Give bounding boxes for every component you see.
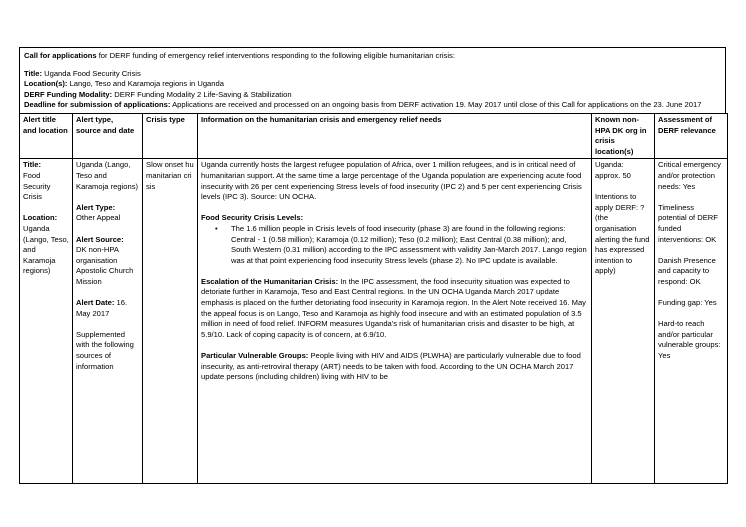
list-item bbox=[215, 223, 588, 266]
assessment-timeliness: Timeliness potential of DERF funded interventions: OK bbox=[658, 202, 718, 244]
food-security-bullet-text: The 1.6 million people in Crisis levels of food insecurity (phase 3) are found in the following regions: Central - 1 (0.58 million); Karamoja (0.12 million); Teso (0.2 million); East Central (0.38 million); and, South Western (0.31 million) according to the IPC assessment with validity Jan-March 2017. Lango region was at that point experiencing food insecurity Stress levels (phase 2). No IPC update is available. bbox=[231, 223, 587, 265]
modality-value: DERF Funding Modality 2 Life-Saving & Stabilization bbox=[112, 89, 292, 99]
alert-title-value: Food Security Crisis bbox=[23, 170, 51, 202]
bullet-icon: • bbox=[215, 223, 218, 233]
intentions-to-apply: Intentions to apply DERF: ? bbox=[595, 192, 645, 212]
vulnerable-groups-heading: Particular Vulnerable Groups: bbox=[201, 351, 309, 361]
deadline-label: Deadline for submission of applications: bbox=[24, 100, 171, 110]
alert-source-value: DK non-HPA organisation Apostolic Church Mission bbox=[76, 245, 134, 286]
location-label: Location(s): bbox=[24, 79, 68, 89]
cell-information bbox=[198, 159, 592, 484]
location-line bbox=[24, 79, 721, 90]
alert-date-label: Alert Date: bbox=[76, 298, 115, 308]
alert-type-label: Alert Type: bbox=[76, 202, 116, 212]
call-intro bbox=[24, 51, 721, 62]
escalation-heading: Escalation of the Humanitarian Crisis: bbox=[201, 276, 339, 286]
info-paragraph-1: Uganda currently hosts the largest refugee population of Africa, over 1 million refugees, and is in critical need of humanitarian support. At the same time a large percentage of the Uganda population are experiencing acute food insecurity with 26 per cent experiencing Stress levels of food insecurity (IPC 2) and 5 per cent experiencing Crisis levels (IPC 3). Source: UN OCHA. bbox=[201, 160, 582, 202]
cell-alert-type bbox=[73, 159, 143, 484]
col-header-assessment: Assessment of DERF relevance bbox=[655, 113, 728, 158]
alert-date-value: 16. May 2017 bbox=[76, 298, 128, 318]
alert-source-label: Alert Source: bbox=[76, 234, 124, 244]
alert-location-value: Uganda (Lango, Teso, and Karamoja regions) bbox=[23, 223, 69, 276]
col-header-alert-type: Alert type, source and date bbox=[73, 113, 143, 158]
col-header-crisis-type: Crisis type bbox=[143, 113, 198, 158]
assessment-critical-needs: Critical emergency and/or protection needs: Yes bbox=[658, 160, 721, 191]
call-header-box bbox=[19, 47, 726, 114]
alert-type-value: Other Appeal bbox=[76, 213, 121, 223]
location-value: Lango, Teso and Karamoja regions in Uganda bbox=[67, 79, 224, 89]
alert-supplement: Supplemented with the following sources of information bbox=[76, 329, 134, 371]
intentions-note: (the organisation alerting the fund has expressed intention to apply) bbox=[595, 213, 650, 276]
alert-table bbox=[19, 113, 728, 484]
vulnerable-groups-text: People living with HIV and AIDS (PLWHA) are particularly vulnerable due to food insecurity, as anti-retroviral therapy (ART) needs to be taken with food. According to the UN OCHA March 2017 update persons (including children) living with HIV to be bbox=[201, 351, 581, 382]
document-page bbox=[19, 47, 726, 484]
modality-line bbox=[24, 90, 721, 101]
escalation-paragraph bbox=[201, 277, 588, 341]
modality-label: DERF Funding Modality: bbox=[24, 89, 113, 99]
cell-assessment bbox=[655, 159, 728, 484]
title-label: Title: bbox=[24, 68, 43, 78]
col-header-alert-title: Alert title and location bbox=[20, 113, 73, 158]
call-intro-label: Call for applications bbox=[24, 51, 97, 60]
col-header-known-orgs: Known non-HPA DK org in crisis location(s) bbox=[592, 113, 655, 158]
vulnerable-groups-paragraph bbox=[201, 351, 588, 383]
assessment-danish-presence: Danish Presence and capacity to respond: OK bbox=[658, 255, 716, 286]
col-header-information: Information on the humanitarian crisis and emergency relief needs bbox=[198, 113, 592, 158]
deadline-value: Applications are received and processed on an ongoing basis from DERF activation 19. May 2017 until close of this Call for applications on the 23. June 2017 bbox=[170, 100, 702, 110]
title-line bbox=[24, 69, 721, 80]
alert-title-label: Title: bbox=[23, 160, 42, 170]
food-security-heading: Food Security Crisis Levels: bbox=[201, 213, 304, 223]
deadline-line bbox=[24, 100, 721, 111]
food-security-list bbox=[201, 224, 588, 266]
alert-country: Uganda (Lango, Teso and Karamoja regions) bbox=[76, 160, 139, 191]
cell-alert-title bbox=[20, 159, 73, 484]
alert-location-label: Location: bbox=[23, 213, 58, 223]
assessment-hard-to-reach: Hard-to reach and/or particular vulnerable groups: Yes bbox=[658, 319, 721, 361]
call-intro-text: for DERF funding of emergency relief interventions responding to the following eligible humanitarian crisis: bbox=[96, 51, 455, 60]
crisis-type-value: Slow onset humanitarian crisis bbox=[146, 160, 194, 191]
known-orgs-count: Uganda: approx. 50 bbox=[595, 160, 631, 180]
table-header-row bbox=[20, 113, 728, 158]
assessment-funding-gap: Funding gap: Yes bbox=[658, 298, 717, 308]
escalation-text: In the IPC assessment, the food insecurity situation was expected to detoriate further in Karamoja, Teso and East Central regions. In the UN OCHA Uganda March 2017 update emphasis is placed on the further detoriating food insecurity in Karamoja region. In the Alert Note received 16. May the appeal focus is on Lango, Teso and Karamoja as highly food insecure and with an estimated population of 3.5 million in need of food relief. INFORM measures Uganda's risk of humanitarian crisis and disaster to be high, at 5.9/10. Lack of coping capacity is of concern, at 6.9/10. bbox=[201, 276, 586, 339]
title-value: Uganda Food Security Crisis bbox=[42, 68, 141, 78]
cell-known-orgs bbox=[592, 159, 655, 484]
table-row bbox=[20, 159, 728, 484]
cell-crisis-type bbox=[143, 159, 198, 484]
